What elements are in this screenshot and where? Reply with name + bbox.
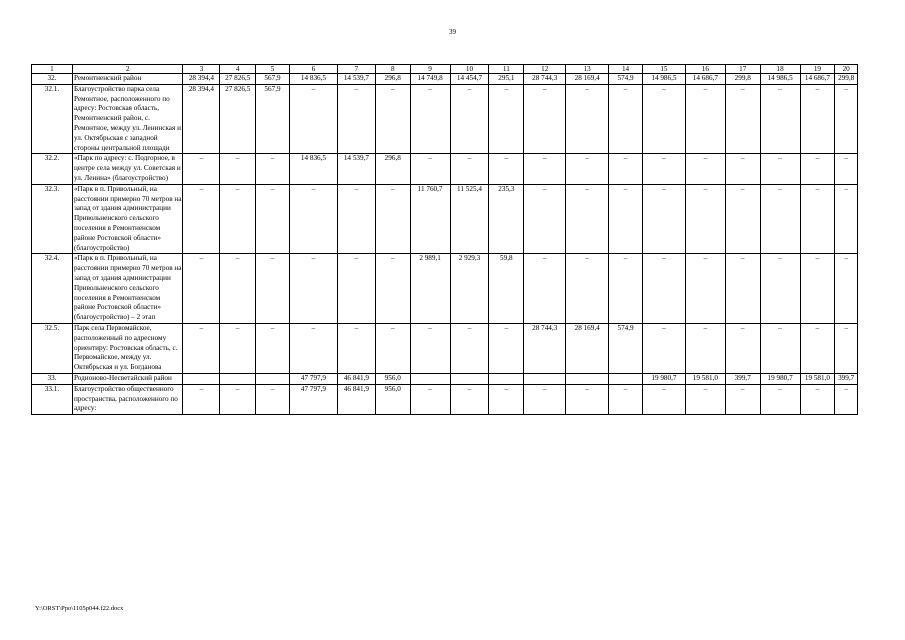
value-cell: –	[183, 184, 220, 254]
column-number-cell: 15	[642, 65, 685, 74]
value-cell: 14 539,7	[337, 154, 375, 184]
value-cell: –	[183, 254, 220, 324]
value-cell: –	[410, 84, 450, 154]
value-cell: 14 686,7	[685, 74, 725, 85]
value-cell: –	[489, 84, 524, 154]
value-cell: –	[489, 323, 524, 373]
value-cell: 46 841,9	[337, 373, 375, 384]
row-description-cell: «Парк в п. Привольный, на расстоянии примерно 70 метров на запад от здания администрации Привольненского сельского поселения в Ремонтненском районе Ростовской области» (благоустройство) – 2 этап	[72, 254, 183, 324]
table-row	[32, 373, 858, 384]
value-cell: –	[642, 384, 685, 414]
row-description-cell: Ремонтненский район	[72, 74, 183, 85]
row-description-cell: Благоустройство парка села Ремонтное, расположенного по адресу: Ростовская область, Ремонтненский район, с. Ремонтное, между ул. Ленинская и ул. Октябрьская с западной стороны центральной площади	[72, 84, 183, 154]
value-cell: –	[410, 323, 450, 373]
value-cell: –	[256, 184, 290, 254]
value-cell: 574,9	[609, 74, 643, 85]
value-cell: –	[566, 384, 609, 414]
value-cell: –	[760, 154, 800, 184]
value-cell: –	[256, 154, 290, 184]
value-cell: –	[337, 184, 375, 254]
value-cell: 27 826,5	[220, 74, 256, 85]
value-cell: 19 980,7	[642, 373, 685, 384]
value-cell: –	[760, 84, 800, 154]
value-cell	[489, 373, 524, 384]
table-row	[32, 384, 858, 414]
value-cell: –	[450, 384, 489, 414]
value-cell: –	[725, 384, 760, 414]
value-cell: –	[183, 323, 220, 373]
value-cell: 19 980,7	[760, 373, 800, 384]
value-cell: –	[685, 154, 725, 184]
value-cell: –	[524, 384, 566, 414]
value-cell: –	[609, 384, 643, 414]
value-cell	[220, 373, 256, 384]
row-number-cell: 32.2.	[32, 154, 73, 184]
value-cell: 14 749,8	[410, 74, 450, 85]
value-cell: –	[609, 154, 643, 184]
column-number-row	[32, 65, 858, 74]
row-description-cell: Благоустройство общественного пространства, расположенного по адресу:	[72, 384, 183, 414]
value-cell: –	[725, 84, 760, 154]
value-cell: 14 836,5	[289, 74, 337, 85]
value-cell: 296,8	[375, 74, 410, 85]
value-cell: –	[642, 154, 685, 184]
value-cell: –	[642, 84, 685, 154]
value-cell: –	[489, 154, 524, 184]
value-cell: –	[642, 254, 685, 324]
row-number-cell: 32.3.	[32, 184, 73, 254]
value-cell: –	[835, 84, 858, 154]
value-cell: –	[524, 254, 566, 324]
value-cell: 28 744,3	[524, 74, 566, 85]
value-cell: 14 454,7	[450, 74, 489, 85]
value-cell: –	[725, 254, 760, 324]
value-cell: –	[289, 184, 337, 254]
value-cell: –	[256, 254, 290, 324]
value-cell: 567,9	[256, 74, 290, 85]
column-number-cell: 20	[835, 65, 858, 74]
value-cell: –	[337, 84, 375, 154]
column-number-cell: 13	[566, 65, 609, 74]
value-cell: –	[337, 254, 375, 324]
column-number-cell: 14	[609, 65, 643, 74]
column-number-cell: 12	[524, 65, 566, 74]
value-cell: –	[642, 184, 685, 254]
value-cell: –	[800, 154, 835, 184]
value-cell: –	[524, 154, 566, 184]
value-cell	[524, 373, 566, 384]
value-cell: –	[375, 84, 410, 154]
row-number-cell: 32.4.	[32, 254, 73, 324]
value-cell: 14 836,5	[289, 154, 337, 184]
value-cell: –	[609, 84, 643, 154]
column-number-cell: 11	[489, 65, 524, 74]
value-cell: 28 169,4	[566, 74, 609, 85]
column-number-cell: 5	[256, 65, 290, 74]
value-cell: 59,8	[489, 254, 524, 324]
row-number-cell: 33.	[32, 373, 73, 384]
row-number-cell: 33.1.	[32, 384, 73, 414]
value-cell: 956,0	[375, 384, 410, 414]
value-cell: –	[609, 254, 643, 324]
column-number-cell: 8	[375, 65, 410, 74]
column-number-cell: 6	[289, 65, 337, 74]
value-cell	[256, 373, 290, 384]
value-cell: –	[450, 323, 489, 373]
row-description-cell: Родионово-Несветайский район	[72, 373, 183, 384]
column-number-cell: 16	[685, 65, 725, 74]
column-number-cell: 9	[410, 65, 450, 74]
value-cell: 19 581,0	[685, 373, 725, 384]
value-cell: –	[220, 184, 256, 254]
value-cell: –	[725, 323, 760, 373]
row-description-cell: Парк села Первомайское, расположенный по адресному ориентиру: Ростовская область, с. Первомайское, между ул. Октябрьская и ул. Богданова	[72, 323, 183, 373]
value-cell: –	[566, 84, 609, 154]
value-cell: –	[220, 323, 256, 373]
value-cell: –	[375, 254, 410, 324]
value-cell: 2 929,3	[450, 254, 489, 324]
value-cell: 14 986,5	[760, 74, 800, 85]
value-cell: –	[800, 84, 835, 154]
column-number-cell: 7	[337, 65, 375, 74]
row-number-cell: 32.	[32, 74, 73, 85]
value-cell: –	[566, 184, 609, 254]
value-cell: –	[760, 384, 800, 414]
column-number-cell: 2	[72, 65, 183, 74]
value-cell: 19 581,0	[800, 373, 835, 384]
value-cell: –	[685, 254, 725, 324]
value-cell: 299,8	[725, 74, 760, 85]
column-number-cell: 17	[725, 65, 760, 74]
value-cell	[566, 373, 609, 384]
value-cell	[183, 373, 220, 384]
value-cell: –	[835, 254, 858, 324]
value-cell: –	[685, 323, 725, 373]
value-cell: –	[524, 84, 566, 154]
table-row	[32, 323, 858, 373]
value-cell: 956,0	[375, 373, 410, 384]
value-cell: –	[642, 323, 685, 373]
table-row	[32, 254, 858, 324]
value-cell: 28 394,4	[183, 84, 220, 154]
value-cell: –	[835, 384, 858, 414]
value-cell: 27 826,5	[220, 84, 256, 154]
value-cell: –	[289, 254, 337, 324]
column-number-cell: 4	[220, 65, 256, 74]
value-cell: 11 525,4	[450, 184, 489, 254]
value-cell: –	[410, 384, 450, 414]
value-cell: –	[450, 154, 489, 184]
value-cell: –	[410, 154, 450, 184]
value-cell: –	[524, 184, 566, 254]
value-cell: 14 539,7	[337, 74, 375, 85]
value-cell: 28 169,4	[566, 323, 609, 373]
value-cell: 296,8	[375, 154, 410, 184]
value-cell: –	[375, 323, 410, 373]
value-cell: 28 394,4	[183, 74, 220, 85]
value-cell	[410, 373, 450, 384]
value-cell: –	[183, 154, 220, 184]
value-cell: –	[256, 384, 290, 414]
value-cell: 295,1	[489, 74, 524, 85]
value-cell: 46 841,9	[337, 384, 375, 414]
value-cell: 235,3	[489, 184, 524, 254]
value-cell: 47 797,9	[289, 373, 337, 384]
value-cell: –	[800, 184, 835, 254]
value-cell: –	[220, 254, 256, 324]
table-row	[32, 74, 858, 85]
value-cell: –	[609, 184, 643, 254]
value-cell: –	[289, 323, 337, 373]
value-cell: –	[183, 384, 220, 414]
value-cell: 299,8	[835, 74, 858, 85]
value-cell: –	[725, 184, 760, 254]
value-cell	[609, 373, 643, 384]
table-body	[32, 65, 858, 415]
value-cell: –	[685, 384, 725, 414]
value-cell: –	[685, 84, 725, 154]
column-number-cell: 18	[760, 65, 800, 74]
value-cell: –	[760, 323, 800, 373]
value-cell: –	[566, 154, 609, 184]
row-number-cell: 32.1.	[32, 84, 73, 154]
value-cell: –	[337, 323, 375, 373]
value-cell: –	[835, 184, 858, 254]
value-cell: –	[800, 254, 835, 324]
value-cell: –	[725, 154, 760, 184]
value-cell: 14 686,7	[800, 74, 835, 85]
table-row	[32, 184, 858, 254]
value-cell: –	[835, 154, 858, 184]
value-cell: –	[489, 384, 524, 414]
column-number-cell: 3	[183, 65, 220, 74]
row-number-cell: 32.5.	[32, 323, 73, 373]
column-number-cell: 10	[450, 65, 489, 74]
value-cell	[450, 373, 489, 384]
value-cell: 2 989,1	[410, 254, 450, 324]
value-cell: –	[760, 184, 800, 254]
value-cell: –	[289, 84, 337, 154]
row-description-cell: «Парк в п. Привольный, на расстоянии примерно 70 метров на запад от здания администрации Привольненского сельского поселения в Ремонтненском районе Ростовской области» (благоустройство)	[72, 184, 183, 254]
footer-file-path: Y:\ORST\Ppo\1105p044.f22.docx	[35, 605, 124, 612]
value-cell: –	[800, 384, 835, 414]
column-number-cell: 1	[32, 65, 73, 74]
value-cell: –	[566, 254, 609, 324]
value-cell: –	[685, 184, 725, 254]
budget-table	[31, 64, 858, 415]
value-cell: 574,9	[609, 323, 643, 373]
value-cell: 14 986,5	[642, 74, 685, 85]
value-cell: –	[800, 323, 835, 373]
value-cell: 47 797,9	[289, 384, 337, 414]
value-cell: –	[220, 384, 256, 414]
value-cell: 28 744,3	[524, 323, 566, 373]
value-cell: –	[835, 323, 858, 373]
table-row	[32, 84, 858, 154]
value-cell: 399,7	[835, 373, 858, 384]
value-cell: –	[220, 154, 256, 184]
value-cell: –	[760, 254, 800, 324]
table-row	[32, 154, 858, 184]
value-cell: 11 760,7	[410, 184, 450, 254]
column-number-cell: 19	[800, 65, 835, 74]
value-cell: –	[450, 84, 489, 154]
page-number: 39	[449, 28, 456, 36]
row-description-cell: «Парк по адресу: с. Подгорное, в центре села между ул. Советская и ул. Ленина» (благоустройство)	[72, 154, 183, 184]
value-cell: –	[375, 184, 410, 254]
value-cell: –	[256, 323, 290, 373]
value-cell: 567,9	[256, 84, 290, 154]
value-cell: 399,7	[725, 373, 760, 384]
